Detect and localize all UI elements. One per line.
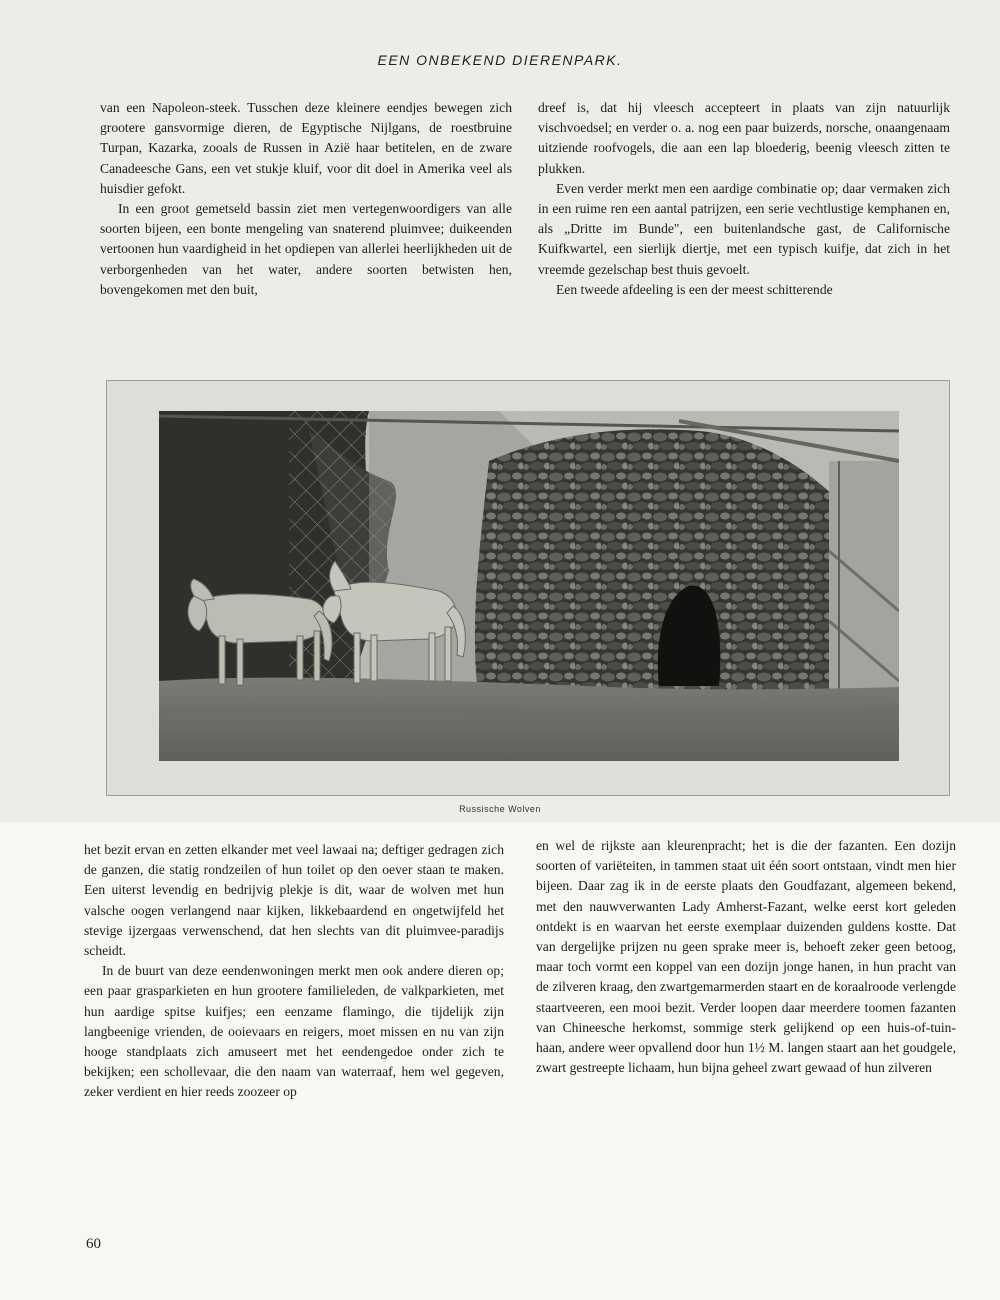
paragraph: Een tweede afdeeling is een der meest schitterende (556, 281, 833, 297)
paragraph: van een Napoleon-steek. Tusschen deze kleinere eendjes bewegen zich grootere gansvormige dieren, de Egyptische Nijlgans, de roestbruine Turpan, Kazarka, zooals de Russen in Azië haar betitelen, en de zware Canadeesche Gans, een vet stukje kluif, voor dit doel in Amerika veel als huisdier gefokt. (100, 100, 512, 196)
photo-frame (106, 380, 950, 796)
wolf-enclosure-photo (159, 411, 899, 761)
figure-caption: Russische Wolven (459, 804, 541, 814)
paragraph: dreef is, dat hij vleesch accepteert in plaats van zijn natuurlijk vischvoedsel; en verder o. a. nog een paar buizerds, norsche, onaangenaam uitziende roofvogels, die aan een lap bloederig, beenig vleesch zitten te plukken. (538, 100, 950, 176)
page-number: 60 (86, 1236, 101, 1252)
running-title: EEN ONBEKEND DIERENPARK. (377, 52, 623, 68)
paragraph: In de buurt van deze eendenwoningen merkt men ook andere dieren op; een paar grasparkieten en hun grootere familieleden, de valkparkieten, met hun aardige spitse kuifjes; een eenzame flamingo, die tijdelijk zijn langbeenige vrienden, de ooievaars en reigers, moet missen en nu van zijn hooge standplaats zich amuseert met het eendengedoe onder zich te bekijken; een schollevaar, die den naam van waterraaf, hem wel gegeven, zeker verdient en hier reeds zoozeer op (84, 963, 504, 1100)
paragraph: Even verder merkt men een aardige combinatie op; daar vermaken zich in een ruime ren een aantal patrijzen, een serie vechtlustige kemphanen en, als „Dritte im Bunde", een buitenlandsche gast, de Californische Kuifkwartel, een sierlijk diertje, met een typisch kuifje, dat zich in het vreemde gezelschap best thuis gevoelt. (538, 180, 950, 277)
text-column-top-right (538, 98, 950, 300)
text-column-bottom-left (84, 840, 504, 1103)
paragraph: In een groot gemetseld bassin ziet men vertegenwoordigers van alle soorten bijeen, een bonte mengeling van snaterend pluimvee; duikeenden vertoonen hun vaardigheid in het opdiepen van allerlei heerlijkheden uit de verborgenheden van het water, andere soorten betwisten hen, bovengekomen met den buit, (100, 201, 512, 297)
text-column-top-left (100, 98, 512, 300)
text-column-bottom-right (536, 836, 956, 1078)
paragraph: en wel de rijkste aan kleurenpracht; het is die der fazanten. Een dozijn soorten of variëteiten, in tammen staat uit één soort ontstaan, vindt men hier bijeen. Daar zag ik in de eerste plaats den Goudfazant, algemeen bekend, met den nauwverwanten Lady Amherst-Fazant, welke eerst kort geleden ontdekt is en waarvan het eerste exemplaar duizenden guldens kostte. Dat van dergelijke prijzen nu geen sprake meer is, behoeft zeker geen betoog, maar toch vormt een koppel van een dozijn jonge hanen, in hun pracht van de zilveren kraag, den zwartgemarmerden staart en de koraalroode verlengde staartveeren, een mooi bezit. Verder loopen daar meerdere toomen fazanten van Chineesche herkomst, sommige sterk gelijkend op een huis-of-tuin-haan, andere weer opvallend door hun 1½ M. langen staart aan het goudgele, zwart gestreepte lichaam, hun bijna geheel zwart gewaad of hun zilveren (536, 838, 956, 1076)
paragraph: het bezit ervan en zetten elkander met veel lawaai na; deftiger gedragen zich de ganzen, die statig rondzeilen of hun toilet op den oever staan te maken. Een uiterst levendig en bedrijvig plekje is dit, waar de wolven met hun valsche oogen verlangend naar kijken, likkebaardend en ongetwijfeld het stevige ijzergaas verwenschend, dat hen slechts van dit pluimvee-paradijs scheidt. (84, 842, 504, 959)
